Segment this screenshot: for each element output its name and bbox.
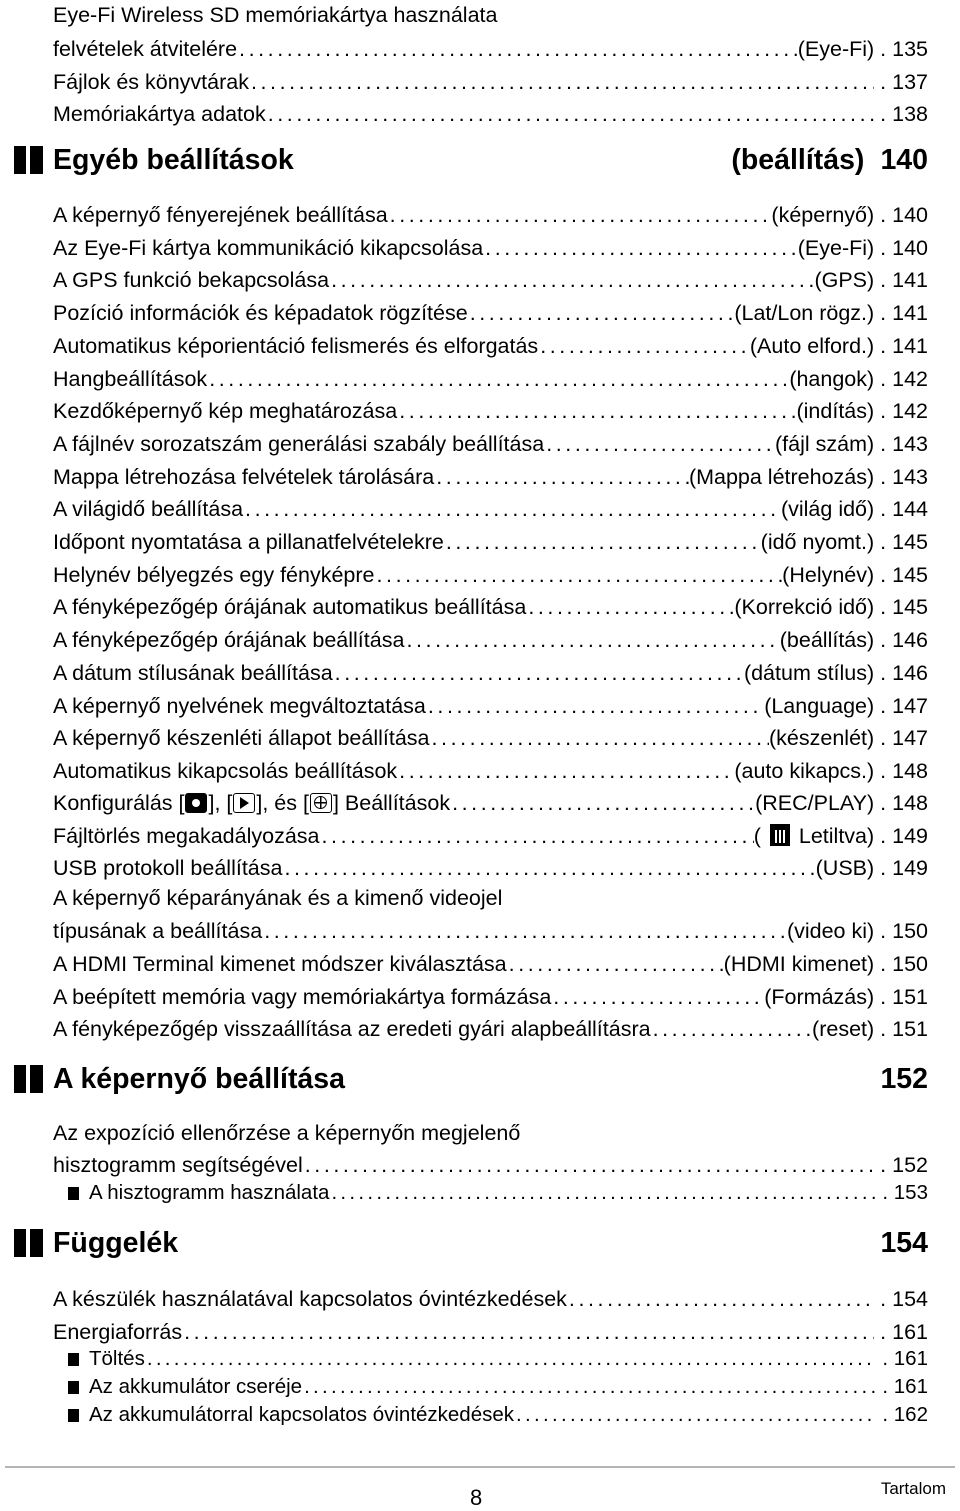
toc-entry[interactable] [53,458,928,490]
toc-entry-text: A GPS funkció bekapcsolása [53,268,330,293]
toc-entry-line: Az expozíció ellenőrzése a képernyőn megjelenő [53,1121,521,1145]
section-heading-screen-settings[interactable] [14,1059,928,1099]
toc-entry-page: . 140 [880,202,928,228]
dot-leader [450,790,755,816]
dot-leader [526,594,734,620]
toc-entry-page: . 150 [880,918,928,944]
toc-entry-text: USB protokoll beállítása [53,856,283,880]
bullet-icon [68,1187,79,1200]
toc-entry-page: . 137 [880,69,928,95]
dot-leader [430,725,770,751]
toc-entry-tag: (GPS) [814,268,875,293]
toc-entry-page: . 162 [882,1402,928,1428]
toc-subentry[interactable] [68,1178,928,1206]
toc-entry-text: A HDMI Terminal kimenet módszer kiválasztása [53,952,507,976]
toc-entry-tag: (video ki) [786,919,875,943]
camera-icon [185,793,207,813]
toc-entry-page: . 154 [880,1286,928,1312]
section-heading-other-settings[interactable] [14,140,928,180]
dot-leader [320,823,754,849]
toc-entry-tag: (Korrekció idő) [734,595,875,620]
toc-entry-delete-protect[interactable] [53,817,928,849]
dot-leader [404,627,779,653]
toc-entry-page: . 150 [880,951,928,977]
toc-entry-text: felvételek átvitelére [53,37,238,61]
dot-leader [434,464,689,490]
section-page: 154 [880,1226,928,1259]
toc-entry-text: Fájlok és könyvtárak [53,70,249,94]
dot-leader [237,36,798,62]
toc-entry-tag: (dátum stílus) [743,660,875,685]
toc-entry-page: . 138 [880,101,928,127]
toc-entry-text: A készülék használatával kapcsolatos óvintézkedések [53,1287,567,1311]
toc-entry-text: Az akkumulátor cseréje [89,1375,303,1398]
toc-entry-configuration[interactable] [53,784,928,816]
dot-leader [375,562,783,588]
toc-entry-page: . 145 [880,529,928,555]
dot-leader [551,984,764,1010]
toc-entry-page: . 146 [880,660,928,686]
toc-entry[interactable] [53,1313,928,1345]
toc-entry-page: . 147 [880,725,928,751]
footer-page-number: 8 [470,1485,483,1510]
dot-leader [538,333,750,359]
dot-leader [544,431,775,457]
dot-leader [388,202,772,228]
toc-entry[interactable] [53,229,928,261]
bullet-icon [68,1353,79,1366]
section-title: Függelék [53,1226,179,1259]
toc-entry-page: . 142 [880,366,928,392]
toc-entry[interactable] [53,654,928,686]
footer-divider [5,1466,955,1468]
dot-leader [145,1346,877,1372]
toc-entry-page: . 141 [880,300,928,326]
toc-entry[interactable] [53,63,928,95]
trash-icon [770,824,790,846]
toc-subentry[interactable] [68,1344,928,1372]
toc-entry-tag: (képernyő) [771,203,875,227]
toc-entry-text: Mappa létrehozása felvételek tárolására [53,464,435,489]
toc-entry-text: típusának a beállítása [53,919,263,943]
toc-entry-text: A fényképezőgép órájának automatikus beállítása [53,595,527,620]
dot-leader [262,918,787,944]
toc-entry-page: . 152 [880,1152,928,1178]
dot-leader [567,1286,874,1312]
toc-entry-tag: ( Letiltva) [753,824,875,848]
dot-leader [207,366,789,392]
toc-entry-text: Kezdőképernyő kép meghatározása [53,399,398,424]
toc-entry-tag: (Formázás) [764,984,875,1009]
toc-entry-page: . 161 [880,1319,928,1345]
toc-entry[interactable] [53,95,928,127]
toc-entry-tag: (USB) [815,856,875,880]
dot-leader [266,101,874,127]
toc-entry[interactable] [53,945,928,977]
toc-entry-tag: (idő nyomt.) [760,530,875,554]
toc-entry-page: . 148 [880,790,928,816]
toc-entry-tag: (Language) [764,693,875,718]
footer-label: Tartalom [880,1479,946,1498]
toc-entry[interactable] [53,360,928,392]
toc-entry-tag: (Eye-Fi) [797,37,875,61]
toc-entry[interactable] [53,30,928,62]
section-title: Egyéb beállítások [53,143,294,176]
toc-entry[interactable] [53,1280,928,1312]
toc-entry-text: Az Eye-Fi kártya kommunikáció kikapcsolása [53,235,484,260]
toc-entry-tag: (indítás) [796,399,875,424]
toc-entry-page: . 145 [880,562,928,588]
dot-leader [282,855,815,881]
toc-entry-text: Konfigurálás [ ], [ ], és [ ] Beállítások [53,791,451,815]
toc-entry[interactable] [53,719,928,751]
toc-entry[interactable] [53,849,928,881]
toc-entry-page: . 143 [880,431,928,457]
toc-entry-text: A képernyő fényerejének beállítása [53,203,388,227]
dot-leader [397,398,796,424]
dot-leader [444,529,761,555]
toc-entry-page: . 143 [880,464,928,490]
toc-entry-text: A fényképezőgép visszaállítása az eredeti gyári alapbeállításra [53,1017,651,1042]
toc-entry-tag: (HDMI kimenet) [723,952,875,976]
globe-icon [310,793,332,813]
toc-entry-tag: (Auto elford.) [749,333,875,358]
toc-subentry[interactable] [68,1372,928,1400]
toc-entry[interactable] [53,425,928,457]
toc-entry-page: . 151 [880,984,928,1010]
toc-entry[interactable] [53,392,928,424]
section-marker-icon [14,1065,43,1093]
toc-subentry[interactable] [68,1400,928,1428]
toc-entry-tag: (Eye-Fi) [797,235,875,260]
toc-entry-page: . 149 [880,823,928,849]
toc-entry[interactable] [53,556,928,588]
toc-entry-text: Hangbeállítások [53,366,208,391]
toc-entry-line: A képernyő képarányának és a kimenő videojel [53,886,503,910]
toc-entry-tag: (reset) [812,1017,875,1042]
toc-entry-text: Fájltörlés megakadályozása [53,824,320,848]
toc-entry-page: . 141 [880,333,928,359]
toc-entry-text: Az akkumulátorral kapcsolatos óvintézkedések [89,1403,515,1426]
toc-entry[interactable] [53,1146,928,1178]
toc-entry-page: . 144 [880,496,928,522]
toc-entry-page: . 148 [880,758,928,784]
toc-entry-page: . 141 [880,267,928,293]
toc-entry-text: A fényképezőgép órájának beállítása [53,628,405,653]
toc-entry-tag: (Helynév) [782,562,875,587]
toc-entry-text: A beépített memória vagy memóriakártya formázása [53,984,552,1009]
dot-leader [651,1016,812,1042]
toc-entry-text: Automatikus kikapcsolás beállítások [53,758,398,783]
dot-leader [303,1152,874,1178]
toc-entry-tag: (készenlét) [769,726,875,751]
toc-entry-page: . 140 [880,235,928,261]
dot-leader [329,1180,876,1206]
toc-entry-tag: (REC/PLAY) [755,791,875,815]
dot-leader [514,1402,876,1428]
toc-entry-tag: (fájl szám) [775,431,875,456]
dot-leader [249,69,874,95]
section-marker-icon [14,1229,43,1257]
toc-entry-tag: (Mappa létrehozás) [688,464,875,489]
toc-entry-text: Töltés [89,1347,145,1370]
bullet-icon [68,1409,79,1422]
toc-entry[interactable] [53,1010,928,1042]
toc-entry-text: A fájlnév sorozatszám generálási szabály beállítása [53,431,545,456]
toc-entry[interactable] [53,621,928,653]
dot-leader [333,660,744,686]
dot-leader [426,693,764,719]
toc-entry-page: . 142 [880,398,928,424]
toc-entry-line: Eye-Fi Wireless SD memóriakártya használata [53,3,498,27]
bullet-icon [68,1381,79,1394]
section-tag: (beállítás) [731,143,865,176]
toc-entry-text: Energiaforrás [53,1320,183,1344]
toc-entry[interactable] [53,912,928,944]
section-page: 140 [880,143,928,176]
toc-entry-text: A hisztogramm használata [89,1181,330,1204]
toc-entry-tag: (beállítás) [779,628,875,653]
toc-entry-tag: (hangok) [789,366,875,391]
toc-entry-tag: (auto kikapcs.) [734,758,875,783]
toc-entry[interactable] [53,523,928,555]
toc-entry-page: . 161 [882,1374,928,1400]
toc-entry-text: Memóriakártya adatok [53,102,266,126]
dot-leader [329,267,814,293]
toc-entry[interactable] [53,261,928,293]
toc-entry-text: Helynév bélyegzés egy fényképre [53,562,375,587]
toc-entry[interactable] [53,752,928,784]
toc-entry-text: Időpont nyomtatása a pillanatfelvételekre [53,530,444,554]
toc-entry[interactable] [53,294,928,326]
toc-entry-text: hisztogramm segítségével [53,1153,303,1177]
toc-entry-tag: (Lat/Lon rögz.) [734,301,875,326]
toc-entry[interactable] [53,327,928,359]
section-heading-appendix[interactable] [14,1223,928,1263]
section-title: A képernyő beállítása [53,1062,345,1095]
play-icon [233,793,255,813]
toc-entry[interactable] [53,687,928,719]
toc-entry-text: Automatikus képorientáció felismerés és elforgatás [53,333,539,358]
toc-entry-text: A világidő beállítása [53,497,244,522]
toc-entry[interactable] [53,588,928,620]
dot-leader [243,496,781,522]
toc-entry-text: A képernyő készenléti állapot beállítása [53,726,430,751]
toc-entry-text: A dátum stílusának beállítása [53,660,333,685]
toc-entry-text: Pozíció információk és képadatok rögzítése [53,301,468,326]
toc-entry-page: . 151 [880,1016,928,1042]
toc-entry[interactable] [53,490,928,522]
dot-leader [397,758,734,784]
dot-leader [182,1319,874,1345]
section-marker-icon [14,146,43,174]
dot-leader [507,951,724,977]
toc-entry-page: . 153 [882,1180,928,1206]
toc-entry-tag: (világ idő) [780,497,875,522]
dot-leader [468,300,735,326]
toc-entry-page: . 145 [880,594,928,620]
dot-leader [483,235,798,261]
toc-entry[interactable] [53,978,928,1010]
toc-entry-text: A képernyő nyelvének megváltoztatása [53,693,426,718]
toc-entry-page: . 146 [880,627,928,653]
toc-entry[interactable] [53,196,928,228]
toc-entry-page: . 149 [880,855,928,881]
toc-entry-page: . 161 [882,1346,928,1372]
dot-leader [302,1374,876,1400]
toc-entry-page: . 135 [880,36,928,62]
section-page: 152 [880,1062,928,1095]
toc-entry-page: . 147 [880,693,928,719]
